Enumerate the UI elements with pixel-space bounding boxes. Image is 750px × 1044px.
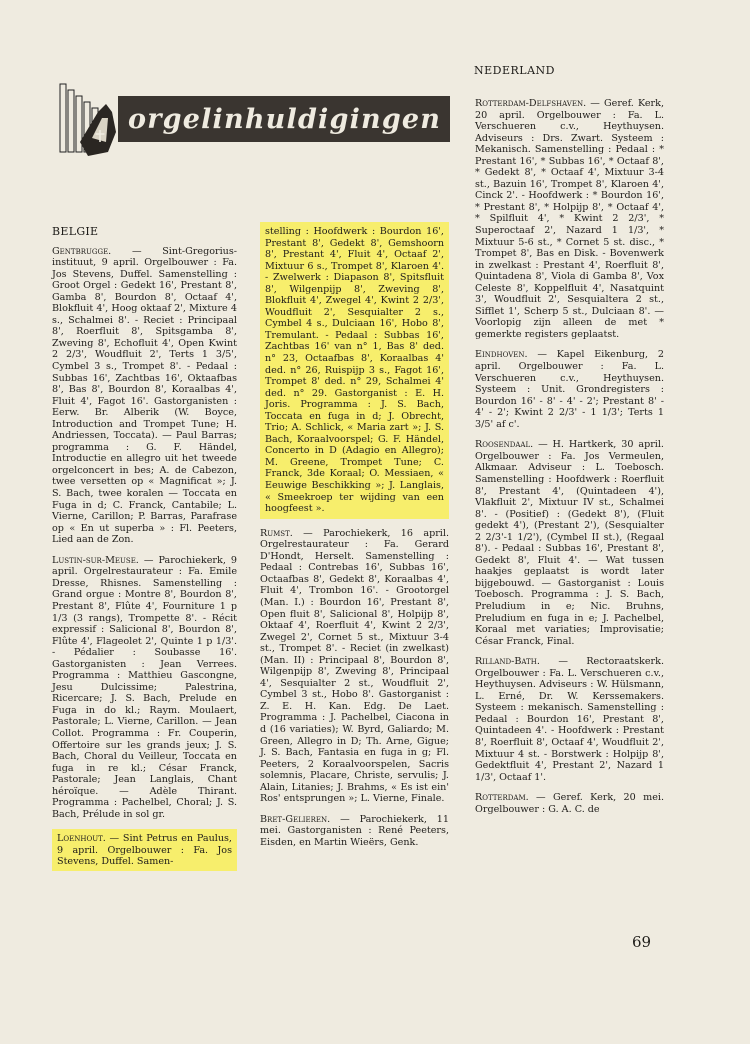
entry-loenhout-highlighted <box>52 829 237 871</box>
page-number: 69 <box>632 933 652 951</box>
column-right <box>475 98 664 824</box>
entry-body: — Parochiekerk, 9 april. Orgelrestaurateur : Fa. Emile Dresse, Rhisnes. Samenstelling : Grand orgue : Montre 8', Bourdon 8', Prestant 8', Flûte 4', Fourniture 1 p 1/3 (3 rangs), Trompette 8'. - Récit expressif : Salicional 8', Bourdon 8', Flûte 4', Flageolet 2', Quinte 1 p 1/3'. - Pédalier : Soubasse 16'. Gastorganisten : Jean Verrees. Programma : Matthieu Gascongne, Jesu Dulcissime; Palestrina, Ricercare; J. S. Bach, Prelude en Fuga in do kl.; Raym. Moulaert, Pastorale; L. Vierne, Carillon. — Jean Collot. Programma : Fr. Couperin, Offertoire sur les grands jeux; J. S. Bach, Choral du Veilleur, Toccata en fuga in re kl.; César Franck, Pastorale; Jean Langlais, Chant héroïque. — Adèle Thirant. Programma : Pachelbel, Choral; J. S. Bach, Prélude in sol gr. <box>52 554 237 820</box>
entry-place: Rotterdam-Delfshaven. <box>475 98 587 109</box>
entry-body: — Parochiekerk, 16 april. Orgelrestaurateur : Fa. Gerard D'Hondt, Herselt. Samenstelling : Pedaal : Contrebas 16', Subbas 16', Octaafbas 8', Gedekt 8', Koraalbas 4', Fluit 4', Trombon 16'. - Grootorgel (Man. I.) : Bourdon 16', Prestant 8', Open fluit 8', Salicional 8', Holpijp 8', Oktaaf 4', Roerfluit 4', Kwint 2 2/3', Zwegel 2', Cornet 5 st., Mixtuur 3-4 st., Trompet 8'. - Reciet (in zwelkast) (Man. II) : Principaal 8', Bourdon 8', Wilgenpijp 8', Zweving 8', Principaal 4', Sesquialter 2 st., Woudfluit 2', Cymbel 3 st., Hobo 8'. Gastorganist : Z. E. H. Kan. Edg. De Laet. Programma : J. Pachelbel, Ciacona in d (16 variaties); W. Byrd, Galiardo; M. Green, Allegro in D; Th. Arne, Gigue; J. S. Bach, Fantasia en fuga in g; Fl. Peeters, 2 Koraalvoorspelen, Sacris solemnis, Placare, Christe, servulis; J. Alain, Litanies; J. Brahms, « Es ist ein' Ros' entsprungen »; L. Vierne, Finale. <box>260 527 449 805</box>
entry-rilland-bath <box>475 656 664 783</box>
entry-place: Rilland-Bath. <box>475 656 540 668</box>
section-banner <box>58 82 450 158</box>
entry-body: — Geref. Kerk, 20 april. Orgelbouwer : Fa. L. Verschueren c.v., Heythuysen. Adviseurs : Drs. Zwart. Systeem : Mekanisch. Samenstelling : Pedaal : * Prestant 16', * Subbas 16', * Octaaf 8', * Gedekt 8', * Octaaf 4', Mixtuur 3-4 st., Bazuin 16', Trompet 8', Klaroen 4', Cinck 2'. - Hoofdwerk : * Bourdon 16', * Prestant 8', * Holpijp 8', * Octaaf 4', * Spilfluit 4', * Kwint 2 2/3', * Superoctaaf 2', Nazard 1 1/3', * Mixtuur 5-6 st., * Cornet 5 st. disc., * Trompet 8', Bas en Disk. - Bovenwerk in zwelkast : Prestant 4', Roerfluit 8', Quintadena 8', Viola di Gamba 8', Vox Celeste 8', Koppelfluit 4', Nasatquint 3', Woudfluit 2', Sesquialtera 2 st., Sifflet 1', Scherp 5 st., Dulciaan 8'. — Voorlopig zijn alleen de met * gemerkte registers geplaatst. <box>475 98 664 340</box>
entry-roosendaal <box>475 439 664 647</box>
entry-place: Rotterdam. <box>475 792 529 804</box>
entry-loenhout-continued-highlighted <box>260 222 449 519</box>
entry-place: Roosendaal. <box>475 439 534 451</box>
entry-place: Eindhoven. <box>475 349 528 361</box>
entry-rotterdam-delfshaven <box>475 98 664 340</box>
entry-body: — Geref. Kerk, 20 mei. Orgelbouwer : G. A. C. de <box>475 792 664 815</box>
entry-place: Bret-Gelieren. <box>260 813 331 825</box>
entry-body: stelling : Hoofdwerk : Bourdon 16', Prestant 8', Gedekt 8', Gemshoorn 8', Prestant 4', Fluit 4', Octaaf 2', Mixtuur 6 s., Trompet 8', Klaroen 4'. - Zwelwerk : Diapason 8', Spitsfluit 8', Wilgenpijp 8', Zweving 8', Blokfluit 4', Zwegel 4', Kwint 2 2/3', Woudfluit 2', Sesquialter 2 s., Cymbel 4 s., Dulciaan 16', Hobo 8', Tremulant. - Pedaal : Subbas 16', Zachtbas 16' van n° 1, Bas 8' ded. n° 23, Octaafbas 8', Koraalbas 4' ded. n° 26, Ruispijp 3 s., Fagot 16', Trompet 8' ded. n° 29, Schalmei 4' ded. n° 29. Gastorganist : E. H. Joris. Programma : J. S. Bach, Toccata en fuga in d; J. Obrecht, Trio; A. Schlick, « Maria zart »; J. S. Bach, Koraalvoorspel; G. F. Händel, Concerto in D (Adagio en Allegro); M. Greene, Trompet Tune; C. Franck, 3de Koraal; O. Messiaen, « Eeuwige Beschikking »; J. Langlais, « Smeekroep ter wijding van een hoogfeest ». <box>265 226 444 515</box>
entry-rotterdam <box>475 792 664 815</box>
banner-title: orgelinhuldigingen <box>128 104 442 135</box>
entry-bret-gelieren <box>260 814 449 849</box>
entry-place: Loenhout. <box>57 833 106 845</box>
entry-gentbrugge <box>52 246 237 546</box>
entry-body: — Kapel Eikenburg, 2 april. Orgelbouwer : Fa. L. Verschueren c.v., Heythuysen. Systeem : Unit. Grondregisters : Bourdon 16' - 8' - 4' - 2'; Prestant 8' - 4' - 2'; Kwint 2 2/3' - 1 1/3'; Terts 1 3/5' af c'. <box>475 349 664 430</box>
column-middle <box>260 222 449 857</box>
entry-body: — H. Hartkerk, 30 april. Orgelbouwer : Fa. Jos Vermeulen, Alkmaar. Adviseur : L. Toebosch. Samenstelling : Hoofdwerk : Roerfluit 8', Prestant 4', (Quintadeen 4'), Vlakfluit 2', Mixtuur IV st., Schalmei 8'. - (Positief) : (Gedekt 8'), (Fluit gedekt 4'), (Prestant 2'), (Sesquialter 2 2/3'-1 1/2'), (Cymbel II st.), (Regaal 8'). - Pedaal : Subbas 16', Prestant 8', Gedekt 8', Fluit 4'. — Wat tussen haakjes geplaatst is wordt later bijgebouwd. — Gastorganist : Louis Toebosch. Programma : J. S. Bach, Preludium in e; Nic. Bruhns, Preludium en fuga in e; J. Pachelbel, Koraal met variaties; Improvisatie; César Franck, Final. <box>475 439 664 647</box>
entry-body: — Parochiekerk, 11 mei. Gastorganisten : René Peeters, Eisden, en Martin Wieërs, Genk. <box>260 813 449 848</box>
entry-place: Rumst. <box>260 527 293 539</box>
entry-rumst <box>260 528 449 805</box>
entry-body: — Rectoraatskerk. Orgelbouwer : Fa. L. Verschueren c.v., Heythuysen. Adviseurs : W. Hülsmann, L. Erné, Dr. W. Kerssemakers. Systeem : mekanisch. Samenstelling : Pedaal : Bourdon 16', Prestant 8', Quintadeen 4'. - Hoofdwerk : Prestant 8', Roerfluit 8', Octaaf 4', Woudfluit 2', Mixtuur 4 st. - Borstwerk : Holpijp 8', Gedektfluit 4', Prestant 2', Nazard 1 1/3', Octaaf 1'. <box>475 656 664 783</box>
entry-body: — Sint-Gregorius-instituut, 9 april. Orgelbouwer : Fa. Jos Stevens, Duffel. Samenstelling : Groot Orgel : Gedekt 16', Prestant 8', Gamba 8', Bourdon 8', Octaaf 4', Blokfluit 4', Hoog oktaaf 2', Mixture 4 s., Schalmei 8'. - Reciet : Principaal 8', Roerfluit 8', Spitsgamba 8', Zweving 8', Echofluit 4', Open Kwint 2 2/3', Woudfluit 2', Terts 1 3/5', Cymbel 3 s., Trompet 8'. - Pedaal : Subbas 16', Zachtbas 16', Oktaafbas 8', Bas 8', Bourdon 8', Koraalbas 4', Fluit 4', Fagot 16'. Gastorganisten : Eerw. Br. Alberik (W. Boyce, Introduction and Trompet Tune; H. Andriessen, Toccata). — Paul Barras; programma : G. F. Händel, Introductie en allegro uit het tweede orgelconcert in bes; A. de Cabezon, twee versetten op « Magnificat »; J. S. Bach, twee koralen — Toccata en Fuga in d; C. Franck, Cantabile; L. Vierne, Carillon; P. Barras, Parafrase op « En ut superba » : Fl. Peeters, Lied aan de Zon. <box>52 245 237 546</box>
entry-lustin-sur-meuse <box>52 555 237 821</box>
entry-place: Lustin-sur-Meuse. <box>52 554 139 566</box>
entry-eindhoven <box>475 349 664 430</box>
country-heading-nederland: NEDERLAND <box>474 64 555 77</box>
entry-place: Gentbrugge. <box>52 245 112 257</box>
country-heading-belgie: BELGIE <box>52 225 99 238</box>
column-left <box>52 226 237 880</box>
entry-body: — Sint Petrus en Paulus, 9 april. Orgelbouwer : Fa. Jos Stevens, Duffel. Samen- <box>57 833 232 868</box>
